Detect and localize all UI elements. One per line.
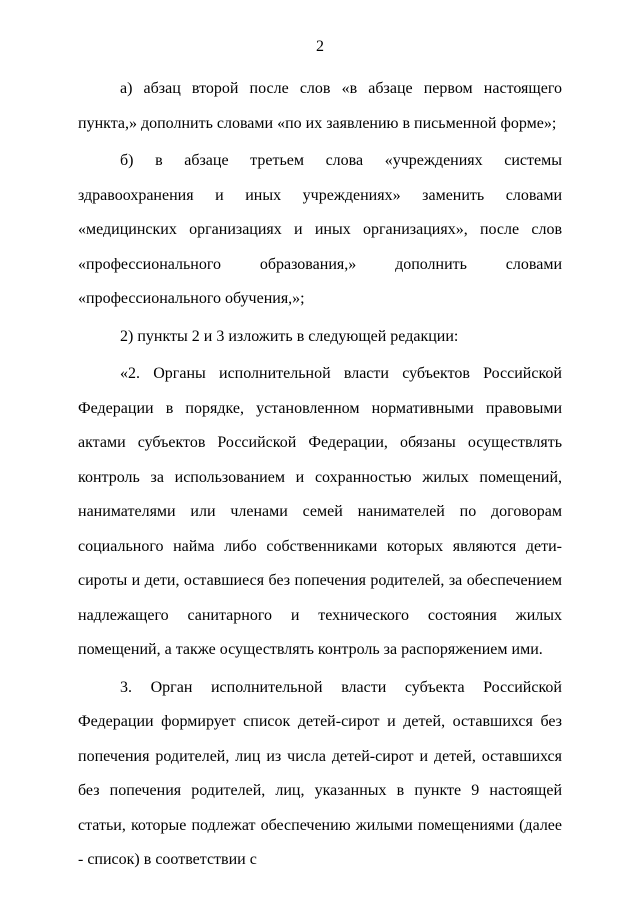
page-number: 2 (316, 38, 324, 55)
paragraph-item-2: 2) пункты 2 и 3 изложить в следующей редакции: (120, 327, 459, 345)
paragraph-point-2: «2. Органы исполнительной власти субъектов Российской Федерации в порядке, установленном нормативными правовыми актами субъектов Российской Федерации, обязаны осуществлять контроль за использованием и сохранностью жилых помещений, нанимателями или членами семей нанимателей по договорам социального найма либо собственниками которых являются дети-сироты и дети, оставшиеся без попечения родителей, за обеспечением надлежащего санитарного и технического состояния жилых помещений, а также осуществлять контроль за распоряжением ими. (78, 365, 562, 658)
paragraph-amendment-b: б) в абзаце третьем слова «учреждениях системы здравоохранения и иных учреждениях» заменить словами «медицинских организациях и иных организациях», после слов «профессионального образования,» дополнить словами «профессионального обучения,»; (78, 152, 562, 307)
paragraph-amendment-a: а) абзац второй после слов «в абзаце первом настоящего пункта,» дополнить словами «по их заявлению в письменной форме»; (78, 80, 562, 132)
paragraph-point-3: 3. Орган исполнительной власти субъекта Российской Федерации формирует список детей-сирот и детей, оставшихся без попечения родителей, лиц из числа детей-сирот и детей, оставшихся без попечения родителей, лиц, указанных в пункте 9 настоящей статьи, которые подлежат обеспечению жилыми помещениями (далее - список) в соответствии с (78, 678, 562, 868)
document-body (78, 72, 562, 878)
